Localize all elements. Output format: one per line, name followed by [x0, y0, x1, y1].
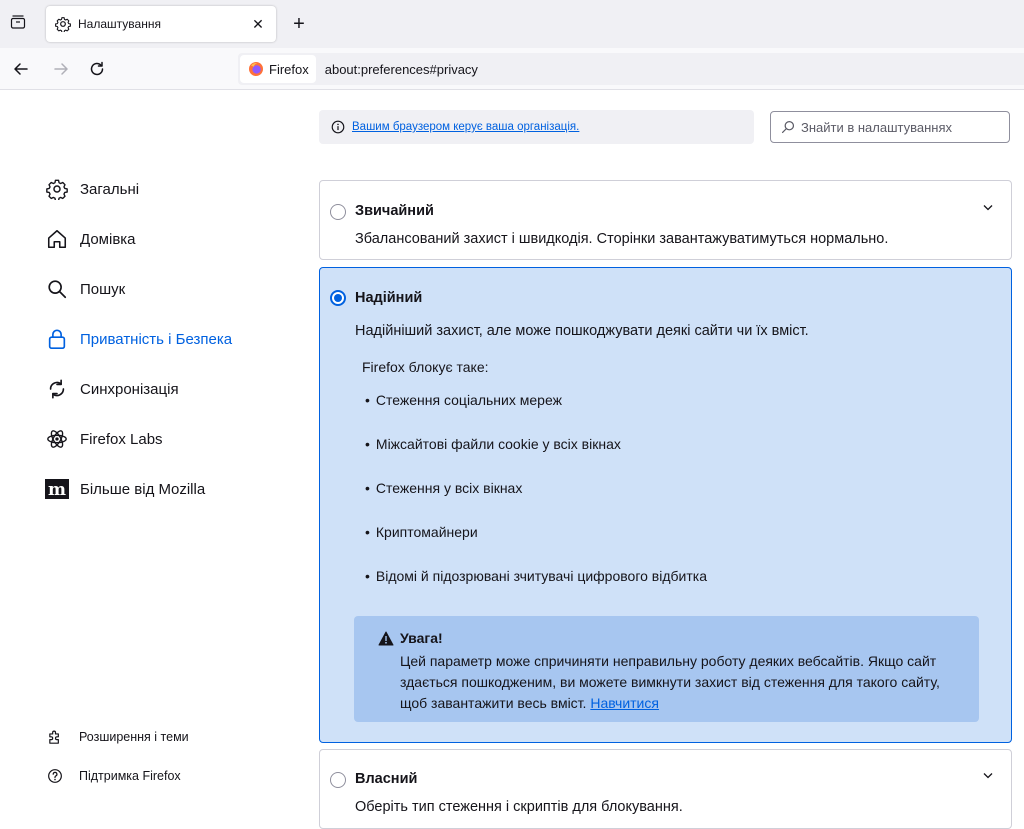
back-arrow-icon	[12, 60, 30, 78]
url-bar[interactable]	[238, 53, 1024, 85]
tab-list-icon	[10, 14, 26, 30]
blocked-item: • Відомі й підозрювані зчитувачі цифрового відбитка	[365, 568, 707, 584]
chevron-down-icon[interactable]	[981, 200, 995, 214]
warning-title	[378, 630, 443, 646]
categories-sidebar	[0, 91, 300, 829]
sidebar-item-sync[interactable]	[45, 376, 179, 402]
sidebar-footer-label: Підтримка Firefox	[79, 769, 181, 783]
labs-icon	[45, 427, 69, 451]
tracking-option-custom[interactable]	[319, 749, 1012, 829]
tab-list-button[interactable]	[8, 12, 28, 32]
sidebar-item-label: Домівка	[80, 230, 136, 248]
search-icon	[781, 120, 795, 134]
identity-box[interactable]	[240, 55, 316, 83]
policy-notice	[319, 110, 754, 144]
search-placeholder: Знайти в налаштуваннях	[801, 119, 953, 135]
identity-label: Firefox	[269, 61, 309, 77]
lock-icon	[45, 327, 69, 351]
tab-settings[interactable]	[46, 6, 276, 42]
back-button[interactable]	[10, 58, 32, 80]
sidebar-item-privacy[interactable]	[45, 326, 232, 352]
sidebar-item-search[interactable]	[45, 276, 125, 302]
sidebar-item-general[interactable]	[45, 176, 139, 202]
warning-icon	[378, 631, 394, 646]
sidebar-item-labs[interactable]	[45, 426, 163, 452]
sidebar-item-label: Firefox Labs	[80, 430, 163, 448]
reload-button[interactable]	[86, 58, 108, 80]
forward-arrow-icon	[52, 60, 70, 78]
warning-box	[354, 616, 979, 722]
sidebar-footer-extensions[interactable]	[46, 727, 189, 747]
radio-standard[interactable]	[330, 204, 346, 220]
option-description: Оберіть тип стеження і скриптів для блокування.	[355, 799, 683, 815]
blocked-item: • Стеження соціальних мереж	[365, 392, 562, 408]
sidebar-item-mozilla[interactable]	[45, 476, 205, 502]
tab-title: Налаштування	[78, 17, 161, 31]
help-icon	[46, 767, 64, 785]
tab-bar	[0, 0, 1024, 48]
close-tab-icon[interactable]: ✕	[252, 15, 264, 32]
preferences-page	[0, 91, 1024, 829]
sidebar-footer-support[interactable]	[46, 766, 181, 786]
warning-title-text: Увага!	[400, 630, 443, 646]
option-title: Власний	[355, 771, 418, 787]
new-tab-button[interactable]: +	[293, 12, 305, 35]
blocked-item: • Криптомайнери	[365, 524, 478, 540]
search-input[interactable]	[770, 111, 1010, 143]
option-title: Надійний	[355, 290, 423, 306]
sidebar-item-label: Більше від Mozilla	[80, 480, 206, 498]
tracking-option-standard[interactable]	[319, 180, 1012, 260]
reload-icon	[88, 60, 106, 78]
learn-more-link[interactable]: Навчитися	[590, 695, 659, 711]
chevron-down-icon[interactable]	[981, 768, 995, 782]
option-title: Звичайний	[355, 203, 434, 219]
option-description: Надійніший захист, але може пошкоджувати деякі сайти чи їх вміст.	[355, 323, 809, 339]
option-description: Збалансований захист і швидкодія. Сторінки завантажуватимуться нормально.	[355, 231, 889, 247]
policy-link[interactable]: Вашим браузером керує ваша організація.	[352, 121, 580, 133]
blocked-item: • Стеження у всіх вікнах	[365, 480, 522, 496]
gear-icon	[54, 15, 72, 33]
sidebar-item-home[interactable]	[45, 226, 136, 252]
blocks-label: Firefox блокує таке:	[362, 359, 489, 375]
sidebar-footer-label: Розширення і теми	[79, 730, 189, 744]
forward-button[interactable]	[50, 58, 72, 80]
info-icon	[331, 120, 345, 134]
home-icon	[45, 227, 69, 251]
firefox-logo-icon	[248, 61, 264, 77]
search-icon	[45, 277, 69, 301]
extensions-icon	[46, 728, 64, 746]
sidebar-item-label: Пошук	[80, 280, 126, 298]
sync-icon	[45, 377, 69, 401]
mozilla-icon	[45, 477, 69, 501]
nav-bar	[0, 48, 1024, 90]
blocked-item: • Міжсайтові файли cookie у всіх вікнах	[365, 436, 621, 452]
gear-icon	[45, 177, 69, 201]
radio-custom[interactable]	[330, 772, 346, 788]
url-text: about:preferences#privacy	[324, 61, 478, 77]
sidebar-item-label: Приватність і Безпека	[80, 330, 233, 348]
warning-text-block	[400, 651, 965, 714]
sidebar-item-label: Загальні	[80, 180, 140, 198]
tracking-option-strict[interactable]	[319, 267, 1012, 743]
svg-text:m: m	[48, 480, 66, 499]
sidebar-item-label: Синхронізація	[80, 380, 179, 398]
warning-text: Цей параметр може спричиняти неправильну роботу деяких вебсайтів. Якщо сайт здається пошкодженим, ви можете вимкнути захист від стеження для такого сайту, щоб завантажити весь вміст.	[400, 653, 940, 711]
radio-strict[interactable]	[330, 290, 346, 306]
